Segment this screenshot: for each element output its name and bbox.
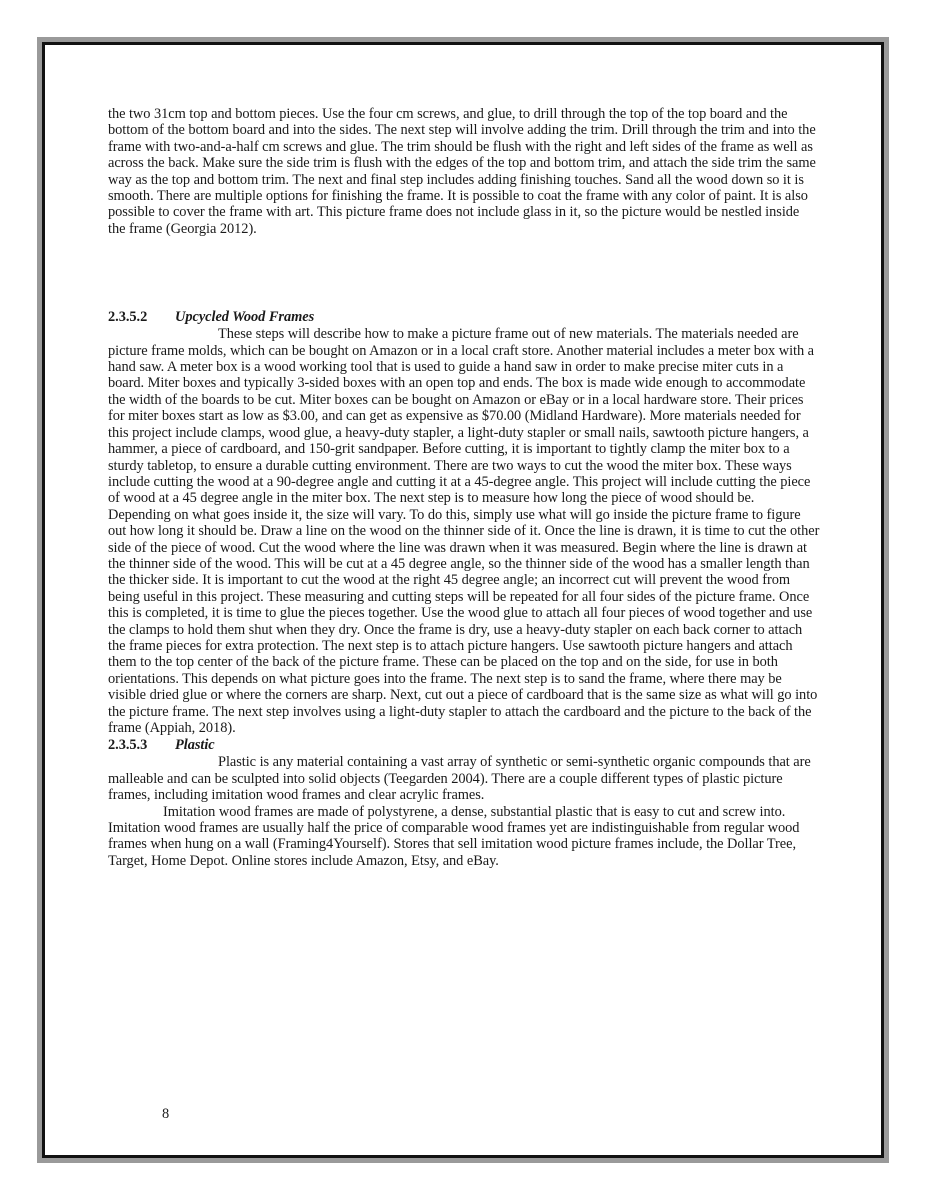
section-title: Upcycled Wood Frames <box>175 309 315 326</box>
upcycled-paragraph: These steps will describe how to make a picture frame out of new materials. The materials needed are picture frame molds, which can be bought on Amazon or in a local craft store. Another material includes a meter box with a hand saw. A meter box is a wood working tool that is used to guide a hand saw in order to make precise miter cuts in a board. Miter boxes and typically 3-sided boxes with an open top and ends. The box is made wide enough to accommodate the width of the boards to be cut. Miter boxes can be bought on Amazon or eBay or in a local hardware store. Their prices for miter boxes start as low as $3.00, and can get as expensive as $70.00 (Midland Hardware). More materials needed for this project include clamps, wood glue, a heavy-duty stapler, a light-duty stapler or small nails, sawtooth picture hangers, a hammer, a piece of cardboard, and 150-grit sandpaper. Before cutting, it is important to tightly clamp the miter box to a sturdy tabletop, to ensure a durable cutting environment. There are two ways to cut the wood the miter box. These ways include cutting the wood at a 90-degree angle and cutting it at a 45-degree angle. This project will include cutting the piece of wood at a 45 degree angle in the miter box. The next step is to measure how long the piece of wood should be. Depending on what goes inside it, the size will vary. To do this, simply use what will go inside the picture frame to figure out how long it should be. Draw a line on the wood on the thinner side of it. Once the line is drawn, it is time to cut the other side of the piece of wood. Cut the wood where the line was drawn when it was measured. Begin where the line is drawn at the thinner side of the wood. This will be cut at a 45 degree angle, so the thinner side of the wood has a smaller length than the thicker side. It is important to cut the wood at the right 45 degree angle; an incorrect cut will prevent the wood from being useful in this project. These measuring and cutting steps will be repeated for all four sides of the picture frame. Once this is completed, it is time to glue the pieces together. Use the wood glue to attach all four pieces of wood together and use the clamps to hold them shut when they dry. Once the frame is dry, use a heavy-duty stapler on each back corner to attach the frame pieces for extra protection. The next step is to attach picture hangers. Use sawtooth picture hangers and attach them to the top center of the back of the picture frame. These can be placed on the top and on the side, for use in both orientations. This depends on what picture goes into the frame. The next step is to sand the frame, where there may be visible dried glue or where the corners are sharp. Next, cut out a piece of cardboard that is the same size as what will go into the picture frame. The next step involves using a light-duty stapler to attach the cardboard and the picture to the back of the frame (Appiah, 2018). <box>108 326 820 736</box>
page-number: 8 <box>162 1106 170 1122</box>
plastic-paragraph-1: Plastic is any material containing a vast array of synthetic or semi-synthetic organic compounds that are malleable and can be sculpted into solid objects (Teegarden 2004). There are a couple different types of plastic picture frames, including imitation wood frames and clear acrylic frames. <box>108 754 811 804</box>
section-spacer <box>108 237 820 308</box>
plastic-paragraph-2: Imitation wood frames are made of polystyrene, a dense, substantial plastic that is easy to cut and screw into. Imitation wood frames are usually half the price of comparable wood frames yet are indistinguishable from regular wood frames when hung on a wall (Framing4Yourself). Stores that sell imitation wood picture frames include, the Dollar Tree, Target, Home Depot. Online stores include Amazon, Etsy, and eBay. <box>108 803 800 869</box>
section-title: Plastic <box>175 737 215 754</box>
section-number: 2.3.5.2 <box>108 309 148 326</box>
section-number: 2.3.5.3 <box>108 737 148 754</box>
document-body <box>108 106 820 869</box>
section-heading-plastic <box>108 736 820 754</box>
intro-paragraph: the two 31cm top and bottom pieces. Use the four cm screws, and glue, to drill through the top of the top board and the bottom of the bottom board and into the sides. The next step will involve adding the trim. Drill through the trim and into the frame with two-and-a-half cm screws and glue. The trim should be flush with the right and left sides of the frame as well as across the back. Make sure the side trim is flush with the edges of the top and bottom trim, and attach the side trim the same way as the top and bottom trim. The next and final step includes adding finishing touches. Sand all the wood down so it is smooth. There are multiple options for finishing the frame. It is possible to coat the frame with any color of paint. It is also possible to cover the frame with art. This picture frame does not include glass in it, so the picture would be nestled inside the frame (Georgia 2012). <box>108 106 816 237</box>
section-heading-upcycled <box>108 308 820 326</box>
